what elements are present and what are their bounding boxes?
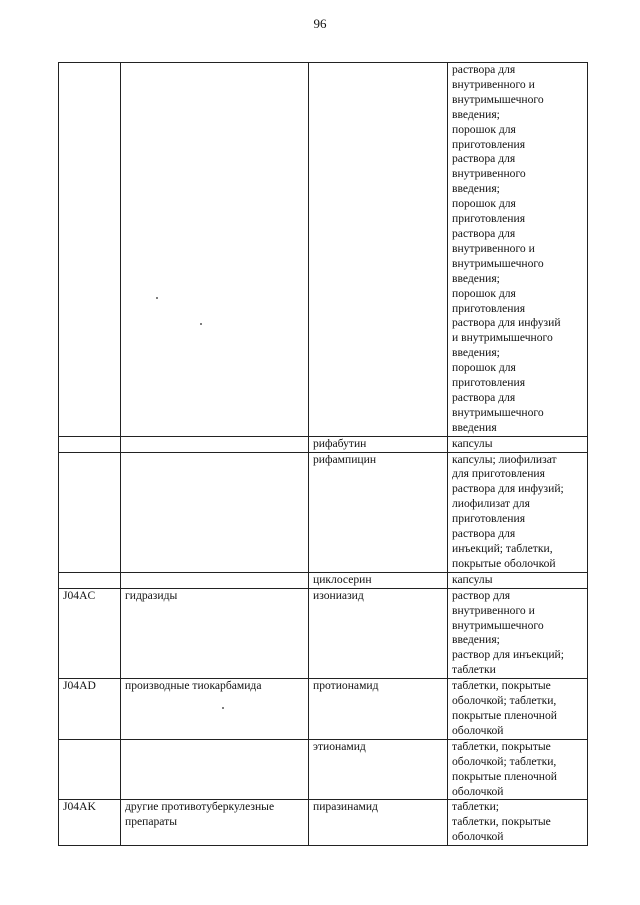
- table-row: [59, 452, 588, 572]
- dosage-form-line: приготовления: [452, 376, 526, 390]
- table-row: [59, 436, 588, 452]
- drug-group-cell: [121, 452, 309, 572]
- drug-name-cell: изониазид: [309, 588, 448, 678]
- dosage-form-line: оболочкой; таблетки,: [452, 754, 557, 768]
- drug-group-cell: [121, 739, 309, 800]
- dosage-form-line: и внутримышечного: [452, 331, 553, 345]
- dosage-form-line: приготовления: [452, 137, 526, 151]
- atc-code-cell: J04AC: [59, 588, 121, 678]
- dosage-form-line: капсулы: [452, 572, 493, 586]
- dosage-form-line: приготовления: [452, 512, 526, 526]
- atc-code-cell: J04AD: [59, 679, 121, 740]
- atc-code-cell: J04AK: [59, 800, 121, 846]
- dosage-form-line: раствор для инъекций;: [452, 648, 564, 662]
- dosage-form-line: внутримышечного: [452, 405, 544, 419]
- drug-name-cell: протионамид: [309, 679, 448, 740]
- dosage-form-line: капсулы: [452, 436, 493, 450]
- dosage-forms-cell: [448, 436, 588, 452]
- dosage-form-line: введения;: [452, 182, 500, 196]
- dosage-forms-cell: [448, 572, 588, 588]
- dosage-form-line: порошок для: [452, 197, 516, 211]
- drug-name-cell: рифабутин: [309, 436, 448, 452]
- dosage-forms-cell: [448, 800, 588, 846]
- dosage-form-line: таблетки, покрытые: [452, 739, 551, 753]
- atc-code-cell: [59, 452, 121, 572]
- table-row: [59, 800, 588, 846]
- dosage-forms-cell: [448, 739, 588, 800]
- drug-table-body: [59, 63, 588, 846]
- dosage-form-line: внутривенного и: [452, 241, 535, 255]
- dosage-form-line: оболочкой: [452, 723, 504, 737]
- scan-speck: [156, 297, 158, 299]
- drug-name-cell: пиразинамид: [309, 800, 448, 846]
- dosage-form-line: раствора для: [452, 63, 516, 76]
- scan-speck: [200, 323, 202, 325]
- dosage-form-line: порошок для: [452, 286, 516, 300]
- dosage-form-line: раствора для: [452, 390, 516, 404]
- dosage-form-line: внутримышечного: [452, 256, 544, 270]
- drug-name-cell: [309, 63, 448, 437]
- drug-group-cell: другие противотуберкулезные препараты: [121, 800, 309, 846]
- dosage-form-line: порошок для: [452, 122, 516, 136]
- scan-speck: [222, 707, 224, 709]
- table-row: [59, 679, 588, 740]
- drug-group-cell: [121, 572, 309, 588]
- table-row: [59, 63, 588, 437]
- dosage-forms-cell: [448, 452, 588, 572]
- dosage-form-line: раствора для: [452, 226, 516, 240]
- dosage-form-line: введения;: [452, 107, 500, 121]
- atc-code-cell: [59, 436, 121, 452]
- drug-group-cell: гидразиды: [121, 588, 309, 678]
- drug-group-cell: производные тиокарбамида: [121, 679, 309, 740]
- drug-name-cell: рифампицин: [309, 452, 448, 572]
- atc-code-cell: [59, 63, 121, 437]
- drug-name-cell: циклосерин: [309, 572, 448, 588]
- dosage-form-line: покрытые оболочкой: [452, 556, 556, 570]
- dosage-form-line: внутривенного и: [452, 77, 535, 91]
- dosage-form-line: инъекций; таблетки,: [452, 542, 553, 555]
- drug-group-cell: [121, 436, 309, 452]
- dosage-form-line: введения;: [452, 633, 500, 647]
- dosage-form-line: покрытые пленочной: [452, 708, 557, 722]
- dosage-form-line: введения;: [452, 346, 500, 360]
- dosage-form-line: капсулы; лиофилизат: [452, 452, 557, 466]
- dosage-form-line: оболочкой: [452, 784, 504, 798]
- dosage-form-line: таблетки: [452, 663, 496, 677]
- dosage-forms-cell: [448, 588, 588, 678]
- dosage-form-line: внутримышечного: [452, 92, 544, 106]
- dosage-form-line: введения;: [452, 271, 500, 285]
- dosage-form-line: раствора для: [452, 152, 516, 166]
- dosage-form-line: внутривенного: [452, 167, 526, 181]
- dosage-form-line: оболочкой: [452, 830, 504, 844]
- drug-name-cell: этионамид: [309, 739, 448, 800]
- dosage-form-line: раствора для инфузий;: [452, 482, 564, 496]
- dosage-form-line: для приготовления: [452, 467, 545, 481]
- dosage-form-line: таблетки;: [452, 800, 500, 814]
- dosage-form-line: приготовления: [452, 301, 526, 315]
- dosage-form-line: оболочкой; таблетки,: [452, 694, 557, 708]
- dosage-form-line: введения: [452, 420, 497, 434]
- dosage-forms-cell: [448, 679, 588, 740]
- dosage-form-line: раствор для: [452, 588, 511, 602]
- table-row: [59, 572, 588, 588]
- dosage-form-line: внутримышечного: [452, 618, 544, 632]
- dosage-form-line: приготовления: [452, 212, 526, 226]
- dosage-form-line: внутривенного и: [452, 603, 535, 617]
- table-row: [59, 739, 588, 800]
- dosage-form-line: раствора для инфузий: [452, 316, 561, 330]
- dosage-forms-cell: [448, 63, 588, 437]
- atc-code-cell: [59, 572, 121, 588]
- drug-group-cell: [121, 63, 309, 437]
- dosage-form-line: таблетки, покрытые: [452, 679, 551, 693]
- page-number: 96: [313, 16, 327, 31]
- dosage-form-line: таблетки, покрытые: [452, 815, 551, 829]
- dosage-form-line: лиофилизат для: [452, 497, 530, 511]
- drug-table: [58, 62, 588, 846]
- dosage-form-line: покрытые пленочной: [452, 769, 557, 783]
- table-row: [59, 588, 588, 678]
- dosage-form-line: раствора для: [452, 527, 516, 541]
- atc-code-cell: [59, 739, 121, 800]
- dosage-form-line: порошок для: [452, 361, 516, 375]
